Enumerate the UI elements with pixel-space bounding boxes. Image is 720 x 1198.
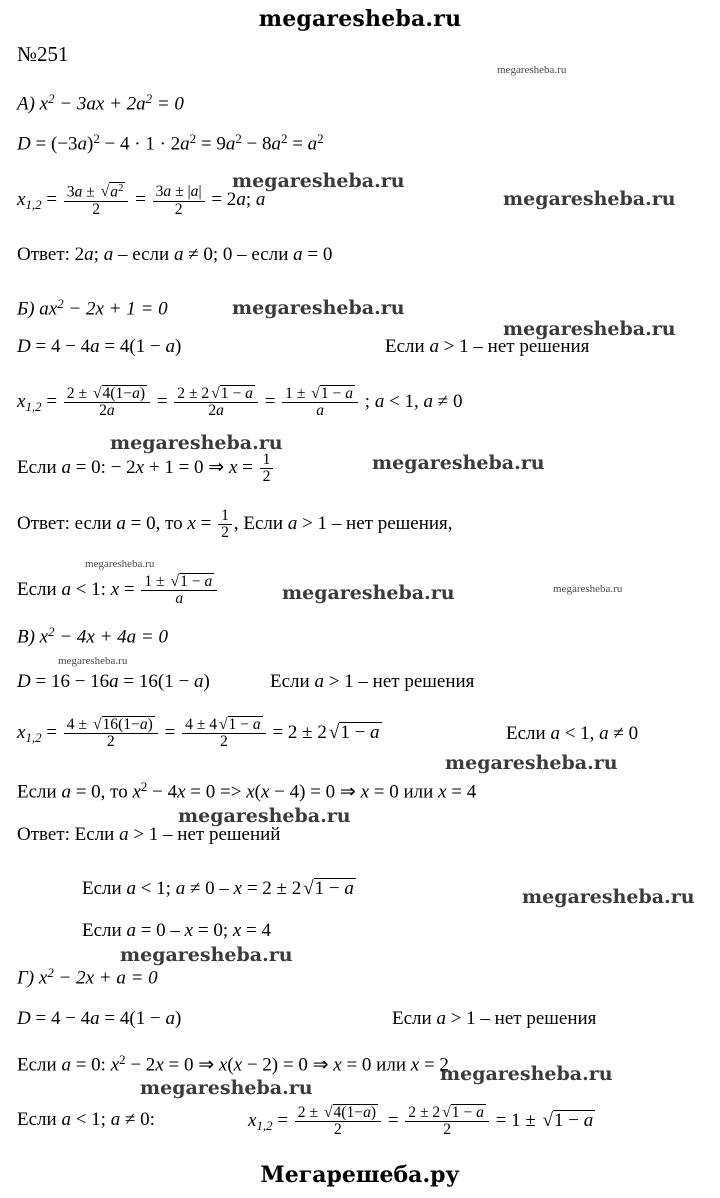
case-zero-g: Если a = 0: $x^2 - 2x = 0$ ⇒ x(x − 2) = 0 ⇒ x = 0 или x = 2: [17, 1052, 449, 1076]
watermark: megaresheba.ru: [232, 170, 405, 192]
watermark: megaresheba.ru: [120, 944, 293, 966]
equation-a: А) $x^2 - 3ax + 2a^2 = 0$: [17, 91, 184, 115]
equation-b: Б) $ax^2 - 2x + 1 = 0$: [17, 296, 168, 320]
header-watermark: megaresheba.ru: [258, 6, 462, 32]
roots-g: $x_{1,2}$ = $\frac{2 \pm √4(1-a)}{2}$ = $\frac{2 \pm 2 √1 - a}{2}$ = 1 ± √1 − a: [248, 1104, 594, 1139]
watermark: megaresheba.ru: [553, 583, 623, 595]
watermark: megaresheba.ru: [178, 805, 351, 827]
watermark: megaresheba.ru: [85, 558, 155, 570]
discriminant-a: $D = (-3a)^2 - 4 \cdot 1 \cdot 2a^2 = 9a^2 - 8a^2 = a^2$: [17, 131, 324, 155]
equation-g: Г) $x^2 - 2x + a = 0$: [17, 965, 158, 989]
equation-v: В) $x^2 - 4x + 4a = 0$: [17, 624, 168, 648]
answer-v-3: Если a = 0 – x = 0; x = 4: [82, 920, 272, 941]
case-lt-g-label: Если a < 1; a ≠ 0:: [17, 1109, 155, 1130]
condition-b: Если a > 1 – нет решения: [385, 336, 590, 357]
watermark: megaresheba.ru: [140, 1077, 313, 1099]
discriminant-v: D = 16 − 16a = 16(1 − a): [17, 671, 210, 692]
watermark: megaresheba.ru: [445, 752, 618, 774]
footer-watermark: Мегарешеба.ру: [260, 1162, 460, 1188]
discriminant-g: D = 4 − 4a = 4(1 − a): [17, 1008, 182, 1029]
watermark: megaresheba.ru: [497, 64, 567, 76]
case-zero-v: Если a = 0, то $x^2 - 4x = 0 => x(x - 4) = 0$ ⇒ x = 0 или x = 4: [17, 779, 477, 803]
watermark: megaresheba.ru: [372, 452, 545, 474]
answer-v-1: Ответ: Если a > 1 – нет решений: [17, 824, 281, 845]
roots-b: $x_{1,2}$ = $\frac{2 \pm √4(1-a)}{2a}$ = $\frac{2 \pm 2 √1 - a}{2a}$ = $\frac{1 \pm √1 - a}{a}$ ; a < 1, a ≠ 0: [17, 385, 463, 420]
task-number: №251: [17, 42, 69, 66]
answer-b: Ответ: если a = 0, то x = $\frac{1}{2}$ , Если a > 1 – нет решения,: [17, 507, 453, 542]
watermark: megaresheba.ru: [522, 886, 695, 908]
answer-v-2: Если a < 1; a ≠ 0 – x = 2 ± 2 √1 − a: [82, 878, 354, 899]
watermark: megaresheba.ru: [440, 1063, 613, 1085]
watermark: megaresheba.ru: [110, 432, 283, 454]
roots-condition-v: Если a < 1, a ≠ 0: [506, 723, 639, 744]
answer-b-last: Если a < 1: x = $\frac{1 \pm √1 - a}{a}$: [17, 573, 219, 608]
condition-v: Если a > 1 – нет решения: [270, 671, 475, 692]
roots-a: $x_{1,2}$ = $\frac{3a \pm √a^2}{2}$ = $\frac{3a \pm |a|}{2}$ = 2a; a: [17, 183, 266, 218]
condition-g: Если a > 1 – нет решения: [392, 1008, 597, 1029]
watermark: megaresheba.ru: [503, 318, 676, 340]
watermark: megaresheba.ru: [503, 188, 676, 210]
watermark: megaresheba.ru: [58, 655, 128, 667]
discriminant-b: D = 4 − 4a = 4(1 − a): [17, 336, 182, 357]
case-zero-b: Если a = 0: − 2x + 1 = 0 ⇒ x = $\frac{1}{2}$: [17, 452, 275, 486]
watermark: megaresheba.ru: [232, 297, 405, 319]
watermark: megaresheba.ru: [282, 582, 455, 604]
answer-a: Ответ: 2a; a – если a ≠ 0; 0 – если a = 0: [17, 244, 333, 265]
roots-v: $x_{1,2}$ = $\frac{4 \pm √16(1-a)}{2}$ = $\frac{4 \pm 4 √1 - a}{2}$ = 2 ± 2 √1 − a: [17, 716, 380, 751]
